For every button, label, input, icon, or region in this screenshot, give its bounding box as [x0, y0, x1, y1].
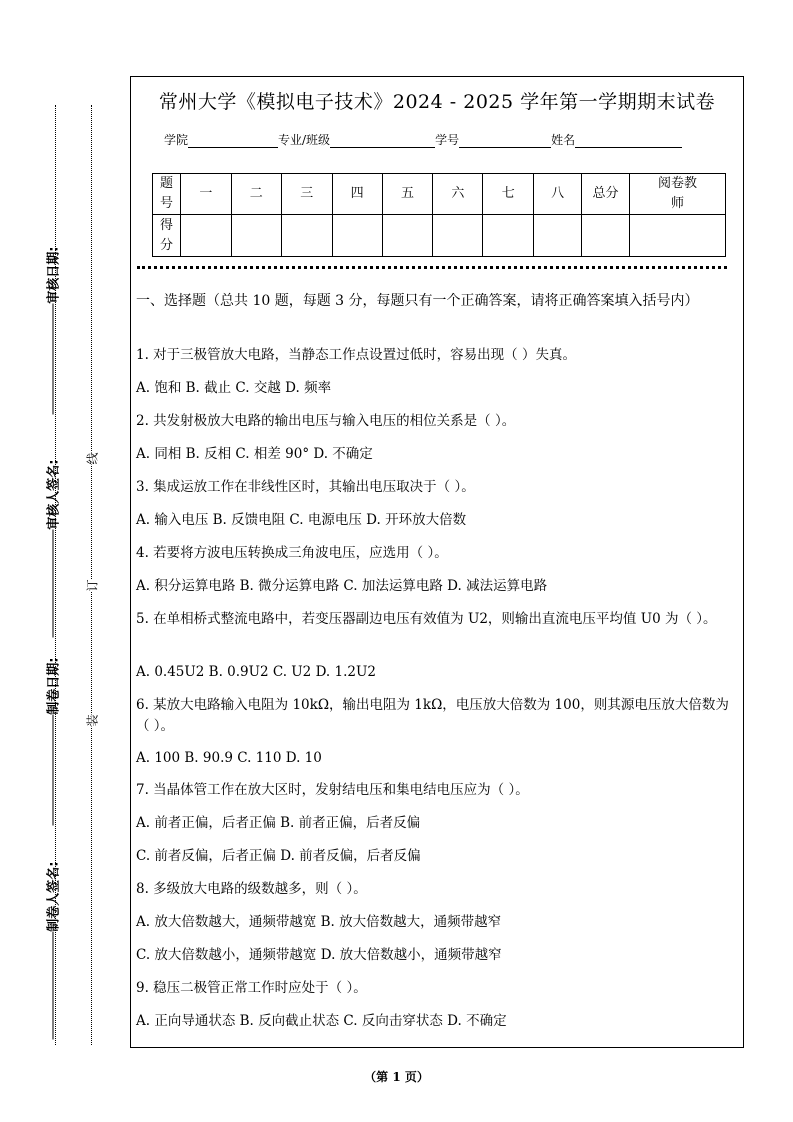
reviewer-signature-field[interactable]	[43, 460, 62, 640]
major-field[interactable]	[330, 134, 435, 148]
exam-frame	[130, 76, 744, 1048]
score-cell-total[interactable]	[582, 215, 630, 257]
score-cell[interactable]	[332, 215, 382, 257]
reviewer-signature-label: 审核人签名:	[46, 459, 62, 530]
question-7: 7. 当晶体管工作在放大区时，发射结电压和集电结电压应为（ ）。	[136, 782, 529, 798]
question-3: 3. 集成运放工作在非线性区时，其输出电压取决于（ ）。	[136, 479, 475, 495]
score-cell[interactable]	[483, 215, 534, 257]
col-header-7: 七	[483, 174, 534, 215]
section-heading: 一、选择题（总共 10 题，每题 3 分，每题只有一个正确答案，请将正确答案填入括号内）	[136, 293, 699, 309]
col-header-grader: 阅卷教师	[630, 174, 726, 215]
question-1-options: A. 饱和 B. 截止 C. 交越 D. 频率	[136, 380, 332, 396]
dotted-separator	[137, 266, 727, 269]
question-7-options-cd: C. 前者反偏，后者正偏 D. 前者反偏，后者反偏	[136, 848, 421, 864]
question-8: 8. 多级放大电路的级数越多，则（ ）。	[136, 881, 367, 897]
question-9: 9. 稳压二极管正常工作时应处于（ ）。	[136, 980, 367, 996]
major-label: 专业/班级	[278, 133, 331, 147]
score-table	[152, 173, 726, 257]
reviewer-signature-blank[interactable]	[51, 530, 53, 638]
author-date-label: 制卷日期:	[46, 657, 62, 715]
student-id-field[interactable]	[459, 134, 551, 148]
col-header-total: 总分	[582, 174, 630, 215]
question-3-options: A. 输入电压 B. 反馈电阻 C. 电源电压 D. 开环放大倍数	[136, 512, 467, 528]
question-2-options: A. 同相 B. 反相 C. 相差 90° D. 不确定	[136, 446, 373, 462]
question-7-options-ab: A. 前者正偏，后者正偏 B. 前者正偏，后者反偏	[136, 815, 421, 831]
name-label: 姓名	[551, 133, 576, 147]
question-2: 2. 共发射极放大电路的输出电压与输入电压的相位关系是（ ）。	[136, 413, 516, 429]
col-header-6: 六	[433, 174, 483, 215]
college-field[interactable]	[188, 134, 278, 148]
question-4: 4. 若要将方波电压转换成三角波电压，应选用（ ）。	[136, 545, 448, 561]
col-header-3: 三	[281, 174, 332, 215]
score-cell[interactable]	[433, 215, 483, 257]
score-cell[interactable]	[281, 215, 332, 257]
author-date-blank[interactable]	[51, 715, 53, 826]
review-date-blank[interactable]	[51, 304, 53, 415]
col-header-5: 五	[382, 174, 433, 215]
col-header-8: 八	[534, 174, 582, 215]
question-8-options-cd: C. 放大倍数越小，通频带越宽 D. 放大倍数越小，通频带越窄	[136, 947, 502, 963]
score-cell[interactable]	[382, 215, 433, 257]
cut-mark-staple: 订	[82, 579, 103, 591]
review-date-field[interactable]	[43, 247, 62, 417]
col-header-1: 一	[180, 174, 231, 215]
college-label: 学院	[164, 133, 189, 147]
question-9-options: A. 正向导通状态 B. 反向截止状态 C. 反向击穿状态 D. 不确定	[136, 1013, 507, 1029]
col-header-4: 四	[332, 174, 382, 215]
question-5-options: A. 0.45U2 B. 0.9U2 C. U2 D. 1.2U2	[136, 664, 376, 680]
question-4-options: A. 积分运算电路 B. 微分运算电路 C. 加法运算电路 D. 减法运算电路	[136, 578, 548, 594]
student-id-label: 学号	[435, 133, 460, 147]
question-5: 5. 在单相桥式整流电路中，若变压器副边电压有效值为 U2，则输出直流电压平均值 U0 为（ ）。	[136, 611, 717, 627]
score-cell[interactable]	[180, 215, 231, 257]
score-cell[interactable]	[231, 215, 281, 257]
question-6-options: A. 100 B. 90.9 C. 110 D. 10	[136, 750, 322, 766]
author-date-field[interactable]	[43, 658, 62, 828]
exam-title: 常州大学《模拟电子技术》2024 - 2025 学年第一学期期末试卷	[158, 91, 716, 113]
score-cell-grader[interactable]	[630, 215, 726, 257]
score-row-label: 得分	[153, 215, 181, 257]
review-date-label: 审核日期:	[46, 246, 62, 304]
author-signature-label: 制卷人签名:	[46, 861, 62, 932]
name-field[interactable]	[575, 134, 682, 148]
cut-mark-line: 线	[82, 452, 103, 464]
page-number: （第 1 页）	[364, 1070, 429, 1084]
question-6: 6. 某放大电路输入电阻为 10kΩ，输出电阻为 1kΩ，电压放大倍数为 100，则其源电压放大倍数为（ ）。	[136, 697, 729, 734]
student-info-row	[164, 131, 682, 148]
cut-mark-bind: 装	[82, 714, 103, 726]
author-signature-blank[interactable]	[51, 932, 53, 1040]
col-header-2: 二	[231, 174, 281, 215]
author-signature-field[interactable]	[43, 862, 62, 1042]
question-8-options-ab: A. 放大倍数越大，通频带越宽 B. 放大倍数越大，通频带越窄	[136, 914, 502, 930]
binding-line-inner	[91, 105, 92, 1045]
score-cell[interactable]	[534, 215, 582, 257]
question-number-label: 题号	[153, 174, 181, 215]
question-1: 1. 对于三极管放大电路，当静态工作点设置过低时，容易出现（ ）失真。	[136, 347, 576, 363]
